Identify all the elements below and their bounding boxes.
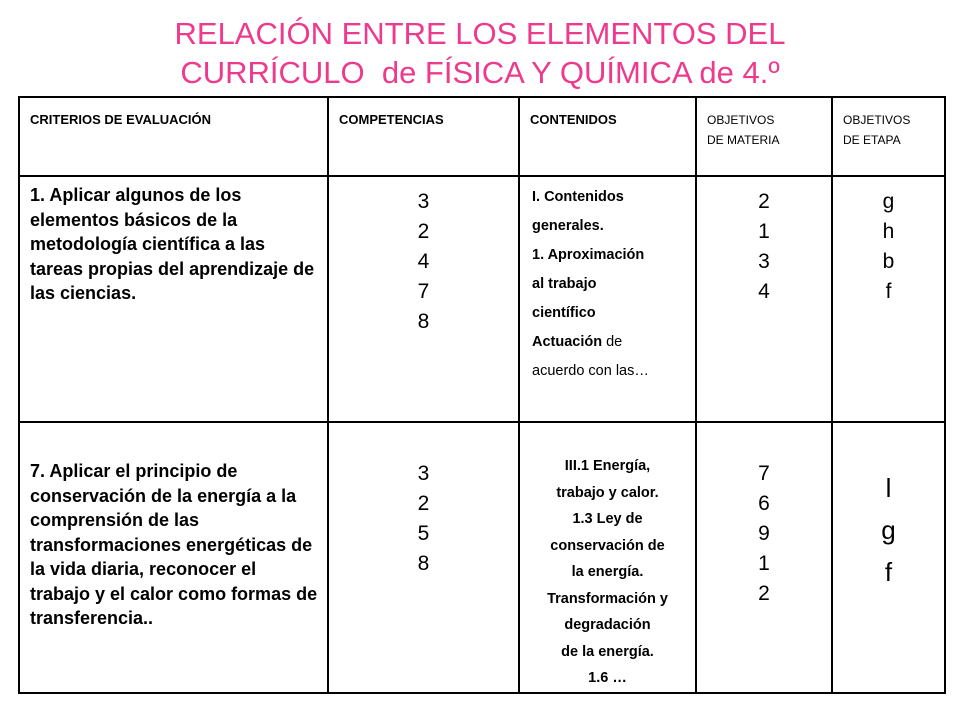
competencia-value: 4 <box>417 250 430 273</box>
header-objetivos-materia-line-2: DE MATERIA <box>707 133 780 147</box>
header-row <box>19 97 945 176</box>
header-objetivos-etapa-line-2: DE ETAPA <box>843 133 901 147</box>
objetivo-materia-value: 7 <box>758 462 770 485</box>
slide-title-line-1: RELACIÓN ENTRE LOS ELEMENTOS DEL <box>174 16 786 51</box>
contenido-line: científico <box>532 305 596 321</box>
objetivo-materia-value: 6 <box>758 492 770 515</box>
contenido-line: la energía. <box>571 564 644 580</box>
competencias-cell <box>328 176 519 422</box>
header-objetivos-materia-line-1: OBJETIVOS <box>707 113 775 127</box>
competencia-value: 2 <box>417 220 430 243</box>
objetivo-etapa-value: b <box>882 250 895 273</box>
slide-title <box>0 14 960 92</box>
objetivos-etapa-cell <box>832 176 945 422</box>
curriculum-table <box>18 96 946 694</box>
contenido-line: 1. Aproximación <box>532 247 645 263</box>
competencia-value: 7 <box>417 280 430 303</box>
header-contenidos <box>519 97 696 176</box>
competencia-value: 3 <box>417 190 430 213</box>
criterio-cell: 7. Aplicar el principio de conservación de la energía a la comprensión de las transformaciones energéticas de la vida diaria, reconocer el trabajo y el calor como formas de transferencia.. <box>19 422 328 693</box>
contenido-line: acuerdo con las… <box>532 363 649 379</box>
header-objetivos-etapa-line-1: OBJETIVOS <box>843 113 911 127</box>
objetivo-materia-value: 4 <box>758 280 770 303</box>
objetivo-etapa-value: g <box>881 515 896 545</box>
contenido-line: al trabajo <box>532 276 597 292</box>
objetivos-etapa-cell <box>832 422 945 693</box>
header-objetivos-materia <box>696 97 832 176</box>
objetivo-etapa-value: f <box>884 557 893 587</box>
contenido-line <box>532 328 689 357</box>
contenido-line: trabajo y calor. <box>556 484 659 501</box>
objetivo-materia-value: 2 <box>758 190 770 213</box>
objetivo-etapa-value: l <box>885 473 892 503</box>
objetivo-materia-value: 9 <box>758 522 770 545</box>
contenido-line: 1.3 Ley de <box>572 511 643 527</box>
contenido-bold-text: Actuación <box>532 334 603 350</box>
objetivo-etapa-value: g <box>882 190 895 213</box>
contenido-line: III.1 Energía, <box>564 458 651 474</box>
competencia-value: 3 <box>417 462 430 485</box>
header-contenidos-label: CONTENIDOS <box>530 112 617 127</box>
objetivos-materia-cell <box>696 176 832 422</box>
header-competencias-label: COMPETENCIAS <box>339 112 444 127</box>
header-criterios <box>19 97 328 176</box>
criterio-cell: 1. Aplicar algunos de los elementos básicos de la metodología científica a las tareas propias del aprendizaje de las ciencias. <box>19 176 328 422</box>
objetivo-etapa-value: h <box>882 220 895 243</box>
competencia-value: 8 <box>417 552 430 575</box>
objetivos-materia-cell <box>696 422 832 693</box>
table-row <box>19 422 945 693</box>
contenido-line: 1.6 … <box>588 670 627 686</box>
objetivo-materia-value: 2 <box>758 582 770 605</box>
contenido-line: conservación de <box>550 537 665 554</box>
table-row <box>19 176 945 422</box>
objetivo-materia-value: 1 <box>758 552 770 575</box>
objetivo-etapa-value: f <box>885 280 892 303</box>
contenido-line: I. Contenidos <box>532 189 624 205</box>
competencia-value: 2 <box>417 492 430 515</box>
competencia-value: 5 <box>417 522 430 545</box>
contenido-line: degradación <box>564 617 651 633</box>
contenido-plain-text: de <box>602 334 623 350</box>
contenido-line: de la energía. <box>561 643 654 660</box>
header-objetivos-etapa <box>832 97 945 176</box>
header-criterios-label: CRITERIOS DE EVALUACIÓN <box>30 112 212 127</box>
competencia-value: 8 <box>417 310 430 333</box>
objetivo-materia-value: 3 <box>758 250 770 273</box>
contenidos-cell <box>519 176 696 422</box>
objetivo-materia-value: 1 <box>758 220 770 243</box>
header-competencias <box>328 97 519 176</box>
contenido-line: generales. <box>532 218 604 234</box>
contenidos-cell <box>519 422 696 693</box>
competencias-cell <box>328 422 519 693</box>
slide-title-line-2: CURRÍCULO de FÍSICA Y QUÍMICA de 4.º <box>180 55 780 90</box>
contenido-line: Transformación y <box>547 590 668 607</box>
